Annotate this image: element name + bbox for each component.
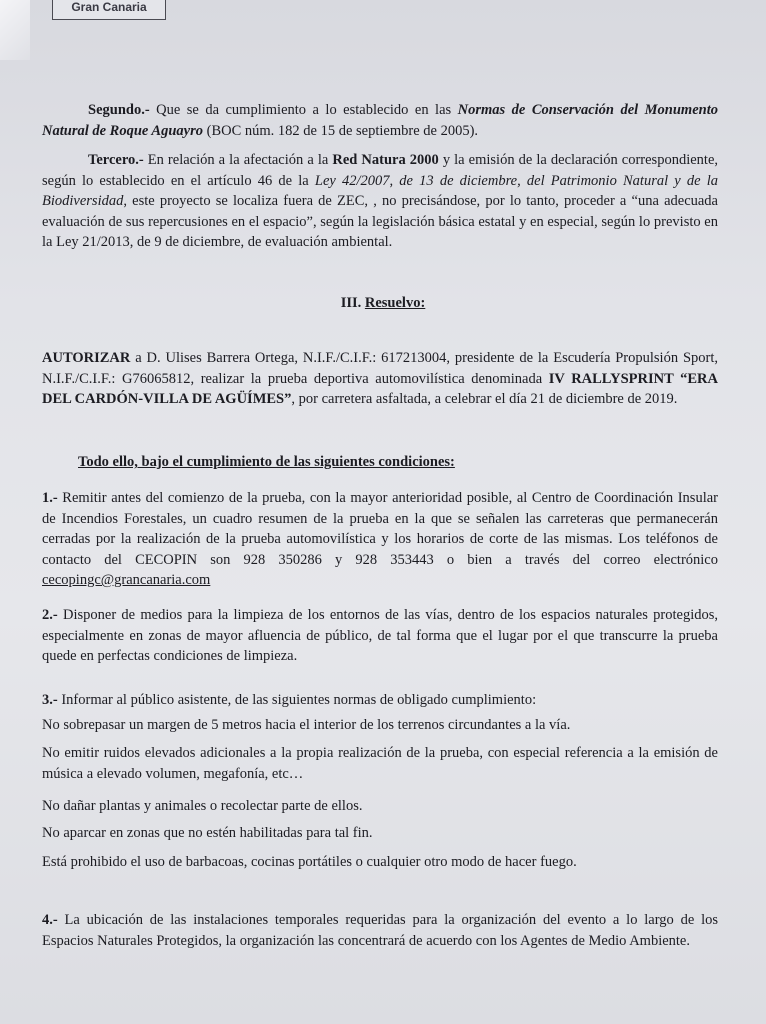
tercero-text-c: , este proyecto se localiza fuera de ZEC, , no precisándose, por lo tanto, proceder a “una adecuada evaluación de sus repercusiones en el espacio”, según la legislación básica estatal y en especial, según lo previsto en la Ley 21/2013, de 9 de diciembre, de evaluación ambiental. (42, 193, 718, 250)
rule-text: No dañar plantas y animales o recolectar parte de ellos. (42, 798, 363, 814)
condition-3-lead: 3.- (42, 692, 58, 708)
condition-1-lead: 1.- (42, 490, 58, 506)
tercero-text-a: En relación a la afectación a la (143, 152, 333, 168)
conditions-title (78, 452, 754, 473)
condition-3-rule-1 (42, 715, 718, 736)
paragraph-autorizar (42, 348, 718, 410)
condition-4-text: La ubicación de las instalaciones temporales requeridas para la organización del evento a lo largo de los Espacios Naturales Protegidos, la organización las concentrará de acuerdo con los Agentes de Medio Ambiente. (42, 912, 718, 949)
segundo-text-a: Que se da cumplimiento a lo establecido en las (149, 102, 458, 118)
autorizar-text-a: a D. Ulises Barrera Ortega, N.I.F./C.I.F.: 617213004, presidente de la Escudería Propulsión Sport, N.I.F./C.I.F.: G76065812, realizar la prueba deportiva automovilística denominada (42, 350, 718, 387)
condition-4 (42, 910, 718, 951)
section-title (0, 295, 766, 312)
autorizar-event: IV RALLYSPRINT “ERA DEL CARDÓN-VILLA DE AGÜÍMES” (42, 370, 718, 407)
condition-2-lead: 2.- (42, 607, 58, 623)
paragraph-tercero (42, 150, 718, 253)
condition-1 (42, 488, 718, 591)
tercero-lead: Tercero.- (88, 152, 144, 168)
condition-3-rule-2 (42, 743, 718, 784)
condition-1-email-link[interactable]: cecopingc@grancanaria.com (42, 572, 211, 588)
condition-3 (42, 690, 718, 711)
rule-text: Está prohibido el uso de barbacoas, cocinas portátiles o cualquier otro modo de hacer fuego. (42, 854, 577, 870)
rule-text: No emitir ruidos elevados adicionales a la propia realización de la prueba, con especial referencia a la emisión de música a elevado volumen, megafonía, etc… (42, 745, 718, 782)
condition-3-rule-5 (42, 852, 718, 873)
section-heading: Resuelvo: (364, 295, 426, 311)
autorizar-text-b: , por carretera asfaltada, a celebrar el día 21 de diciembre de 2019. (291, 391, 678, 407)
rule-text: No sobrepasar un margen de 5 metros hacia el interior de los terrenos circundantes a la vía. (42, 717, 571, 733)
autorizar-lead: AUTORIZAR (42, 350, 131, 366)
condition-2-text: Disponer de medios para la limpieza de los entornos de las vías, dentro de los espacios naturales protegidos, especialmente en zonas de mayor afluencia de público, de tal forma que el lugar por el que transcurre la prueba quede en perfectas condiciones de limpieza. (42, 607, 718, 664)
page-corner-fold (0, 0, 30, 60)
condition-2 (42, 605, 718, 667)
tercero-ley: Ley 42/2007, de 13 de diciembre, del Patrimonio Natural y de la Biodiversidad (42, 172, 718, 209)
tercero-red-natura: Red Natura 2000 (332, 152, 439, 168)
paragraph-segundo (42, 100, 718, 141)
condition-3-rule-3 (42, 796, 718, 817)
conditions-title-text: Todo ello, bajo el cumplimiento de las siguientes condiciones: (78, 454, 455, 470)
section-number: III. (340, 295, 365, 311)
header-label: Gran Canaria (71, 0, 147, 14)
condition-1-text: Remitir antes del comienzo de la prueba, con la mayor anterioridad posible, al Centro de Coordinación Insular de Incendios Forestales, un cuadro resumen de la prueba en la que se señalen las carreteras que permanecerán cerradas por la realización de la prueba automovilística y los horarios de corte de las mismas. Los teléfonos de contacto del CECOPIN son 928 350286 y 928 353443 o bien a través del correo electrónico (42, 490, 718, 568)
condition-3-text: Informar al público asistente, de las siguientes normas de obligado cumplimiento: (57, 692, 537, 708)
header-label-box (52, 0, 166, 20)
rule-text: No aparcar en zonas que no estén habilitadas para tal fin. (42, 825, 373, 841)
condition-4-lead: 4.- (42, 912, 58, 928)
segundo-text-b: (BOC núm. 182 de 15 de septiembre de 2005). (203, 122, 479, 139)
tercero-text-b: y la emisión de la declaración correspondiente, según lo establecido en el artículo 46 de la (42, 152, 719, 189)
segundo-lead: Segundo.- (88, 102, 150, 118)
condition-3-rule-4 (42, 823, 718, 844)
segundo-norma: Normas de Conservación del Monumento Natural de Roque Aguayro (42, 102, 718, 139)
